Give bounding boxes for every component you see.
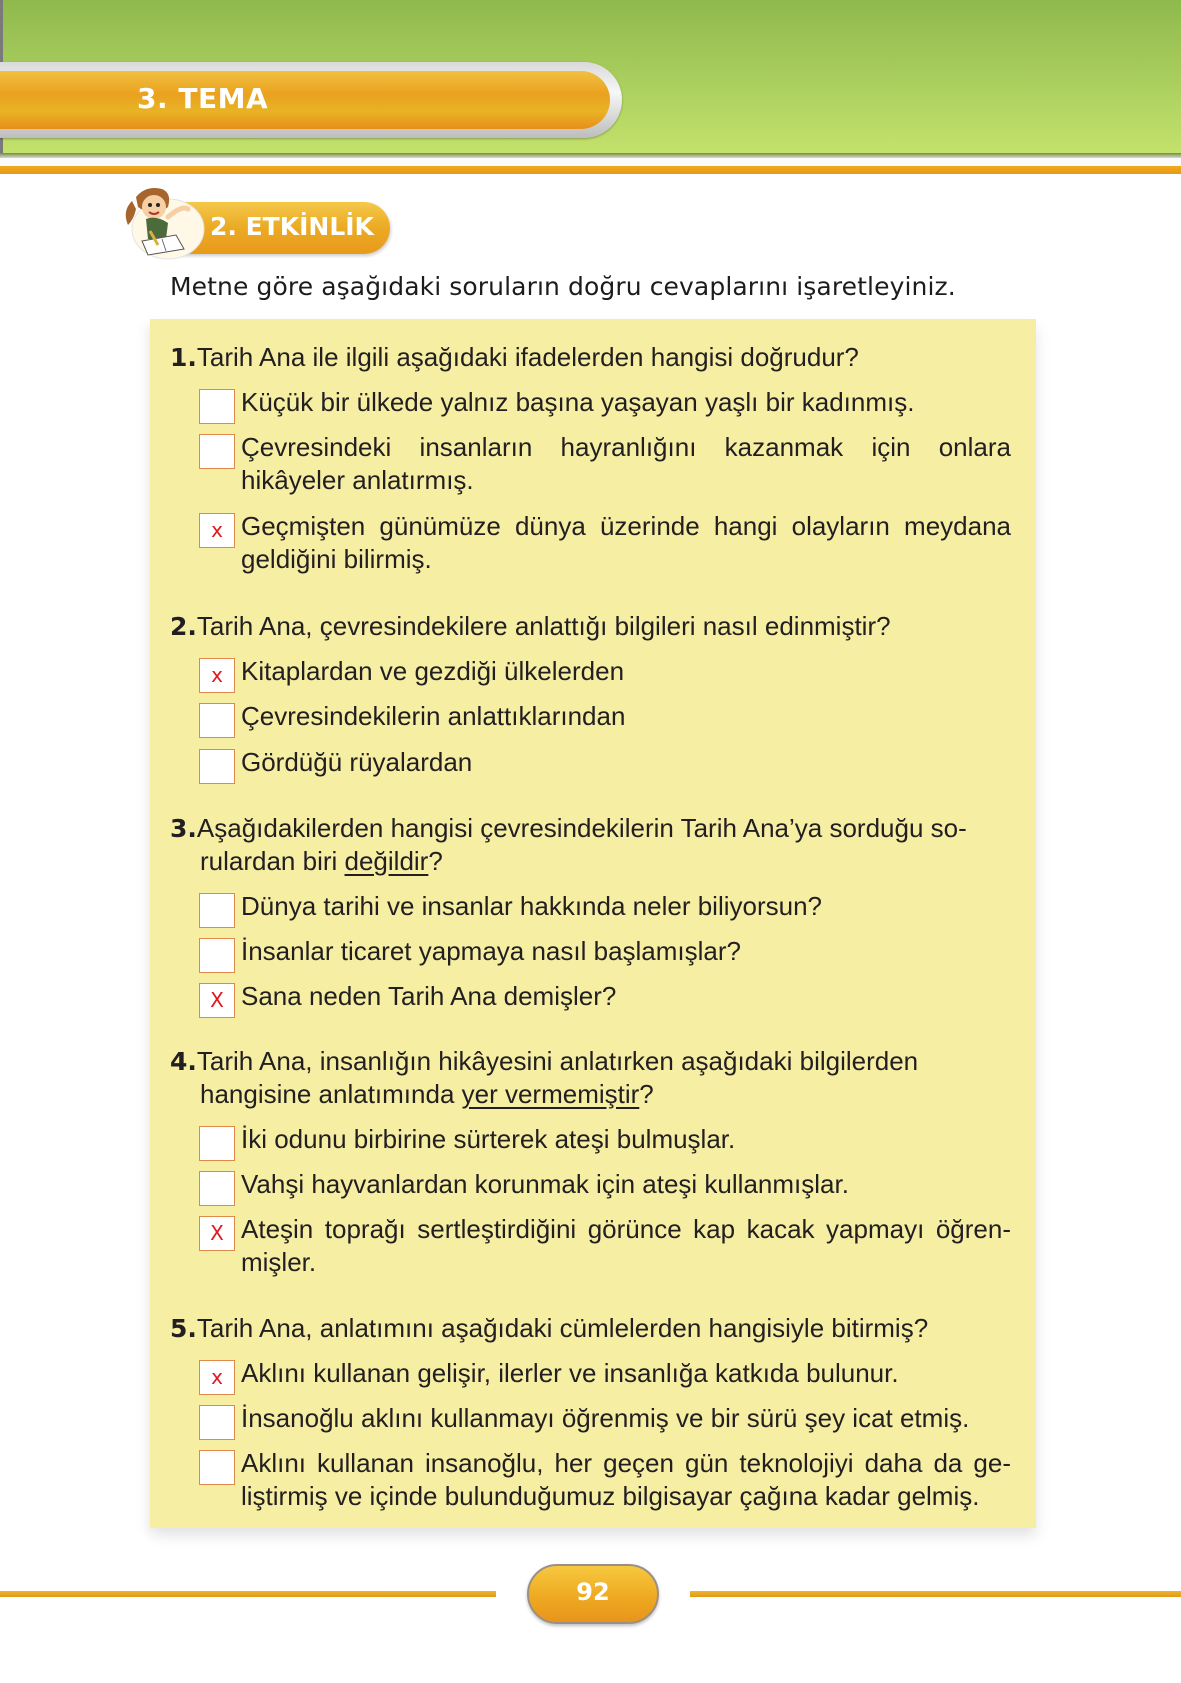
underlined-keyword: değildir [344,846,429,876]
option-2b[interactable] [199,700,1011,733]
option-5c[interactable] [199,1447,1011,1513]
header-orange-rule [0,166,1181,174]
option-1a[interactable] [199,386,1011,419]
question-stem: Tarih Ana, çevresindekilere anlattığı bilgileri nasıl edinmiştir? [196,611,891,641]
checkbox[interactable] [199,1126,235,1161]
option-text: Aklını kullanan insanoğlu, her geçen gün teknolojiyi daha da ge- liştirmiş ve içinde bulunduğumuz bilgisayar çağına kadar gelmiş. [241,1448,1011,1511]
option-4c[interactable] [199,1213,1011,1279]
checkbox[interactable] [199,1171,235,1206]
option-5b[interactable] [199,1402,1011,1435]
option-text: İnsanlar ticaret yapmaya nasıl başlamışlar? [241,936,742,966]
question-2 [170,610,1010,643]
question-number: 4. [170,1047,197,1076]
checkbox[interactable] [199,434,235,469]
option-3c[interactable] [199,980,1011,1013]
checkbox[interactable] [199,893,235,928]
instruction-text: Metne göre aşağıdaki soruların doğru cevaplarını işaretleyiniz. [170,272,956,301]
question-3 [170,812,1010,878]
checkbox[interactable]: x [199,1360,235,1395]
checkbox[interactable]: x [199,513,235,548]
option-text: Aklını kullanan gelişir, ilerler ve insanlığa katkıda bulunur. [241,1358,899,1388]
page-number: 92 [576,1578,610,1606]
checkbox[interactable]: x [199,658,235,693]
option-2a[interactable] [199,655,1011,688]
option-3b[interactable] [199,935,1011,968]
checkbox[interactable] [199,1450,235,1485]
checkbox[interactable]: X [199,983,235,1018]
option-text: İnsanoğlu aklını kullanmayı öğrenmiş ve bir sürü şey icat etmiş. [241,1403,970,1433]
question-number: 3. [170,814,197,843]
option-text: Çevresindeki insanların hayranlığını kazanmak için onlara hikâyeler anlatırmış. [241,432,1011,495]
option-text: İki odunu birbirine sürterek ateşi bulmuşlar. [241,1124,736,1154]
checkbox[interactable] [199,749,235,784]
questions-panel [150,319,1036,1528]
stem-text: hangisine anlatımında [200,1079,462,1109]
option-5a[interactable] [199,1357,1011,1390]
option-text: Çevresindekilerin anlattıklarından [241,701,626,731]
question-stem: Tarih Ana ile ilgili aşağıdaki ifadelerden hangisi doğrudur? [196,342,859,372]
question-4 [170,1045,1010,1111]
option-1b[interactable] [199,431,1011,497]
question-5 [170,1312,1010,1345]
question-stem: Tarih Ana, insanlığın hikâyesini anlatırken aşağıdaki bilgilerden [196,1046,919,1076]
underlined-keyword: yer vermemiştir [461,1079,640,1109]
question-number: 2. [170,612,197,641]
question-stem: Tarih Ana, anlatımını aşağıdaki cümlelerden hangisiyle bitirmiş? [196,1313,929,1343]
theme-label: 3. TEMA [137,82,269,115]
option-4b[interactable] [199,1168,1011,1201]
option-2c[interactable] [199,746,1011,779]
option-text: Ateşin toprağı sertleştirdiğini görünce kap kacak yapmayı öğren- mişler. [241,1214,1011,1277]
option-3a[interactable] [199,890,1011,923]
question-1 [170,341,1010,374]
checkbox[interactable] [199,1405,235,1440]
activity-label: 2. ETKİNLİK [210,212,374,241]
girl-writing-mascot-icon [116,183,208,261]
option-text: Dünya tarihi ve insanlar hakkında neler biliyorsun? [241,891,822,921]
footer-rule-left [0,1591,496,1597]
option-1c[interactable] [199,510,1011,576]
option-text: Sana neden Tarih Ana demişler? [241,981,617,1011]
option-text: Kitaplardan ve gezdiği ülkelerden [241,656,625,686]
option-text: Küçük bir ülkede yalnız başına yaşayan yaşlı bir kadınmış. [241,387,915,417]
theme-pill [0,71,610,129]
header-divider [0,158,1181,166]
stem-text: rulardan biri [200,846,345,876]
checkbox[interactable] [199,703,235,738]
checkbox[interactable] [199,389,235,424]
checkbox[interactable] [199,938,235,973]
option-text: Geçmişten günümüze dünya üzerinde hangi olayların meydana geldiğini bilirmiş. [241,511,1011,574]
checkbox[interactable]: X [199,1216,235,1251]
stem-end: ? [639,1079,654,1109]
question-stem: Aşağıdakilerden hangisi çevresindekilerin Tarih Ana’ya sorduğu so- [196,813,967,843]
question-stem-continued [170,845,1010,878]
footer-rule-right [690,1591,1181,1597]
option-text: Vahşi hayvanlardan korunmak için ateşi kullanmışlar. [241,1169,849,1199]
option-4a[interactable] [199,1123,1011,1156]
question-number: 1. [170,343,197,372]
option-text: Gördüğü rüyalardan [241,747,473,777]
question-stem-continued [170,1078,1010,1111]
question-number: 5. [170,1314,197,1343]
stem-end: ? [428,846,443,876]
